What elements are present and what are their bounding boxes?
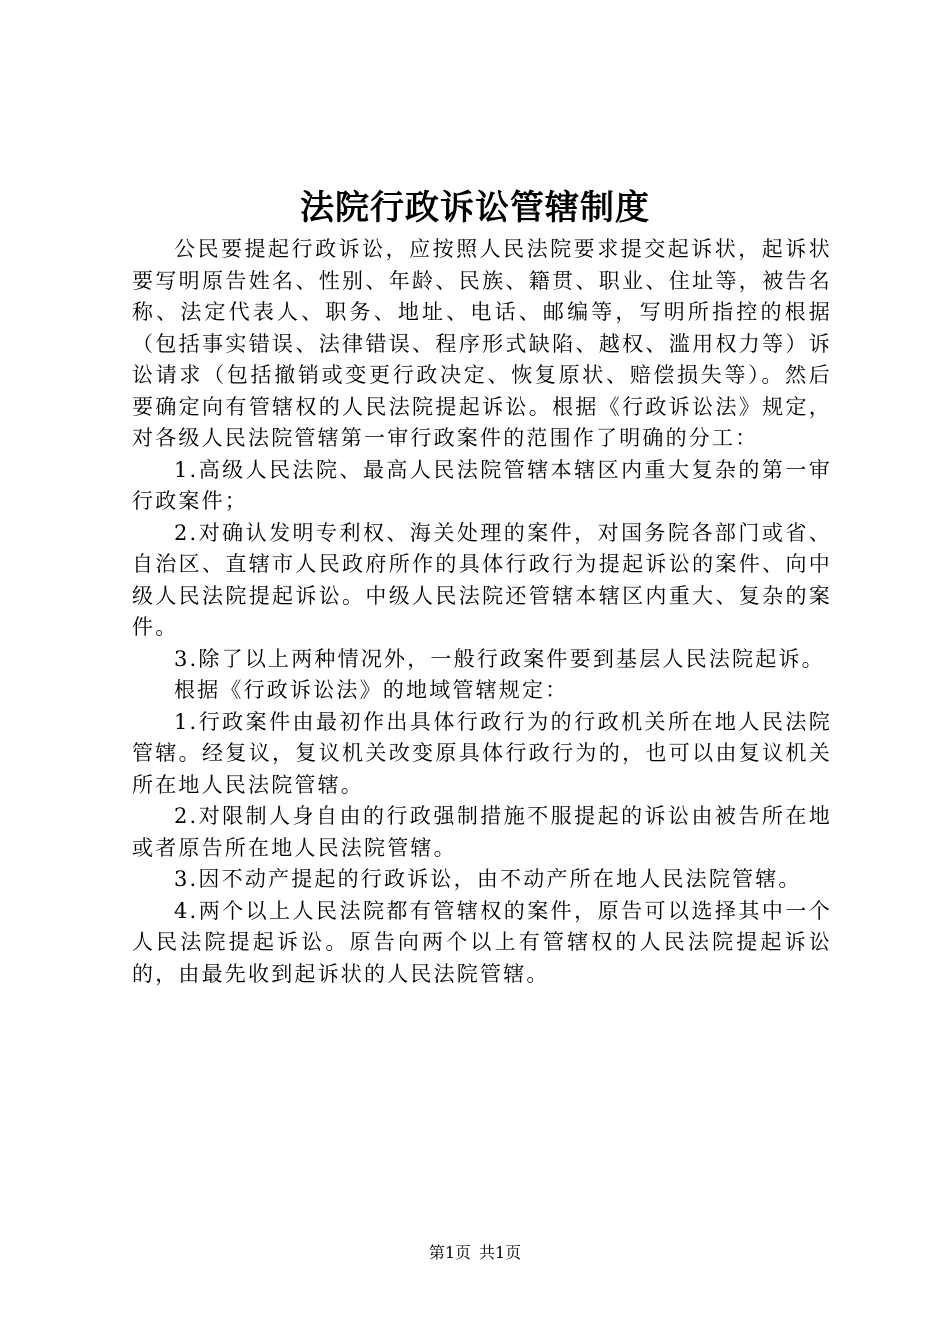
paragraph-territorial-4: 4.两个以上人民法院都有管辖权的案件，原告可以选择其中一个人民法院提起诉讼。原告向两个以上有管辖权的人民法院提起诉讼的，由最先收到起诉状的人民法院管辖。 <box>132 898 832 986</box>
paragraph-territorial-3: 3.因不动产提起的行政诉讼，由不动产所在地人民法院管辖。 <box>174 867 802 891</box>
document-body <box>132 234 832 990</box>
paragraph-territorial-1: 1.行政案件由最初作出具体行政行为的行政机关所在地人民法院管辖。经复议，复议机关改变原具体行政行为的，也可以由复议机关所在地人民法院管辖。 <box>132 709 832 797</box>
page-footer <box>0 1242 950 1264</box>
paragraph-territorial-heading: 根据《行政诉讼法》的地域管辖规定： <box>174 678 569 702</box>
page-number: 第1页 <box>428 1243 471 1262</box>
paragraph-intro: 公民要提起行政诉讼，应按照人民法院要求提交起诉状，起诉状要写明原告姓名、性别、年龄、民族、籍贯、职业、住址等，被告名称、法定代表人、职务、地址、电话、邮编等，写明所指控的根据（包括事实错误、法律错误、程序形式缺陷、越权、滥用权力等）诉讼请求（包括撤销或变更行政决定、恢复原状、赔偿损失等）。然后要确定向有管辖权的人民法院提起诉讼。根据《行政诉讼法》规定，对各级人民法院管辖第一审行政案件的范围作了明确的分工： <box>132 237 832 450</box>
paragraph-level-1: 1.高级人民法院、最高人民法院管辖本辖区内重大复杂的第一审行政案件； <box>132 457 832 513</box>
document-title: 法院行政诉讼管辖制度 <box>300 188 650 228</box>
page-total: 共1页 <box>479 1243 522 1262</box>
paragraph-level-3: 3.除了以上两种情况外，一般行政案件要到基层人民法院起诉。 <box>174 646 825 671</box>
paragraph-territorial-2: 2.对限制人身自由的行政强制措施不服提起的诉讼由被告所在地或者原告所在地人民法院管辖。 <box>132 804 832 860</box>
paragraph-level-2: 2.对确认发明专利权、海关处理的案件，对国务院各部门或省、自治区、直辖市人民政府所作的具体行政行为提起诉讼的案件、向中级人民法院提起诉讼。中级人民法院还管辖本辖区内重大、复杂的案件。 <box>132 520 832 639</box>
